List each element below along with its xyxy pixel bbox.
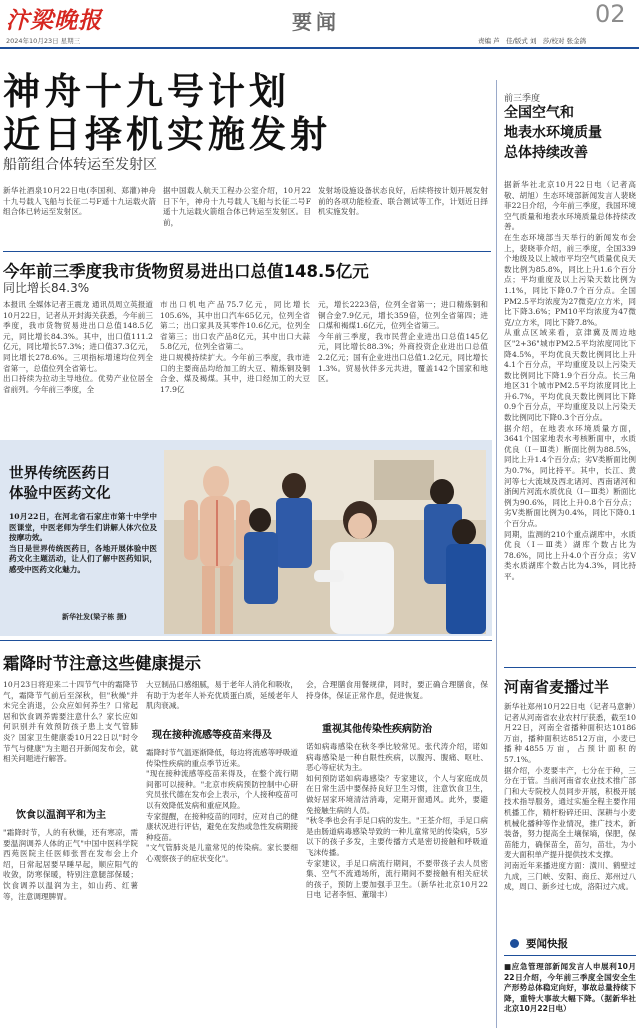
tcm-title-2: 体验中医药文化 — [9, 486, 111, 502]
brief-marker-icon — [510, 939, 519, 948]
trade-col-3: 元，增长2223倍，位列全省第一；进口精炼铜和铜合金7.9亿元，增长359倍，位列全省第四；进口煤和褐煤1.6亿元，位列全省第三。 今年前三季度，我市民营企业进出口总值145亿元，同比增长88.3%；外商投资企业进出口总值2.2亿元；国有企业进出口总值1.2亿元，同比增长1.3%。贸易伙伴多元共进，覆盖142个国家和地区。 — [318, 300, 488, 384]
health-subhead-3: 重视其他传染性疾病防治 — [322, 724, 432, 735]
health-col-2-body: 霜降时节气温逐渐降低，每边将流感等呼吸道传染性疾病的重点季节近来。 "现在接种流感等疫苗来得及，在整个流行期间都可以接种。"北京市疾病预防控制中心研究员张代德在发布会上表示，个人接种疫苗可以有效降低发病和重症风险。 专家提醒，在接种疫苗的同时，应对自己的健康状况进行评估，避免在发热或急性发病期接种疫苗。 "文气管肺炎是儿童常见的传染病。家长要细心观察孩子的症状变化"。 — [146, 748, 298, 863]
health-col-3-body: 诺如病毒感染在秋冬季比较常见。张代涛介绍，诺如病毒感染是一种自限性疾病，以腹泻、腹痛、呕吐、恶心等症状为主。 如何预防诺如病毒感染？专家建议，个人与家庭成员在日常生活中要保持良好卫生习惯，注意饮食卫生，做好居家环境清洁消毒，定期开窗通风。此外，要避免接触生病的人员。 "秋冬季也会有手足口病的发生。"王荃介绍，手足口病是由肠道病毒感染导致的一种儿童常见的传染病，5岁以下的孩子多发，主要传播方式是密切接触和呼吸道飞沫传播。 专家建议，手足口病流行期间，不要带孩子去人员密集、空气不流通场所，流行期间不要接触有相关症状的孩子，预防上要加强手卫生。（新华社北京10月22日电 记者李恒、董瑞丰） — [306, 742, 488, 900]
health-col-1-intro: 10月23日将迎来二十四节气中的霜降节气，霜降节气前后至深秋，但"秋燥"并未完全消退，公众应如何养生？口常起居和饮食调养需要注意什么？家长应如何识别并有效预防孩子患上支气管肺炎？国家卫生健康委10月22日以"时令节气与健康"为主题召开新闻发布会，就相关问题进行解答。 — [3, 680, 138, 764]
trade-col-1: 本报讯 全媒体记者王震龙 通讯员周立英报道 10月22日，记者从开封海关获悉，今年前三季度，我市货物贸易进出口总值148.5亿元，同比增长84.3%。其中，出口值111.2亿元，同比增长57.3%；进口值37.3亿元，同比增长278.6%。三项指标增速均位列全省第一，总值位列全省第七。 出口持续为拉动主导地位。优势产业位居全省前列。今年前三季度，全 — [3, 300, 153, 394]
section-title: 要闻 — [292, 10, 340, 34]
lead-headline-2: 近日择机实施发射 — [3, 113, 331, 156]
health-headline: 霜降时节注意这些健康提示 — [3, 654, 201, 673]
page-number: 02 — [595, 0, 626, 28]
health-subhead-1: 饮食以温润平和为主 — [16, 810, 106, 821]
tcm-credit: 新华社发(梁子栋 摄) — [62, 613, 127, 621]
health-subhead-2: 现在接种流感等疫苗来得及 — [152, 730, 272, 741]
date-line: 2024年10月23日 星期三 — [6, 37, 81, 45]
trade-headline: 今年前三季度我市货物贸易进出口总值148.5亿元 — [3, 262, 369, 281]
air-headline-1: 全国空气和 — [504, 105, 574, 121]
air-headline-2: 地表水环境质量 — [504, 125, 602, 141]
editors-line: 责编 芦 佳/版式 刘 莎/校对 张金鸽 — [478, 37, 587, 45]
lead-col-1: 新华社酒泉10月22日电(李国利、郑灌)神舟十九号载人飞船与长征二号F遥十九运载火箭组合体已转运至发射区。 — [3, 186, 156, 217]
tcm-photo — [164, 450, 486, 634]
brief-header — [504, 934, 636, 954]
right-column-divider — [496, 80, 497, 1028]
paper-logo: 汴梁晚报 — [6, 7, 102, 34]
air-bottom-rule — [504, 667, 636, 668]
health-col-1-body: "霜降时节，人的有秋燥，还有寒凉，需要温润调养人体的正气"中国中医科学院西苑医院主任医师张晋在发布会上介绍，日常起居要早睡早起，顺应阳气的收敛，防寒保暖，特别注意腿部保暖；饮食调养以温润为主，如山药、红薯等，注意调理脾胃。 — [3, 828, 138, 901]
masthead-rule — [0, 47, 639, 49]
lead-subtitle: 船箭组合体转运至发射区 — [3, 157, 157, 173]
health-col-2-intro: 大豆制品口感细腻，易于老年人消化和吸收，有助于为老年人补充优质蛋白质，延缓老年人肌肉衰减。 — [146, 680, 298, 711]
air-headline-3: 总体持续改善 — [504, 145, 588, 161]
tcm-title-1: 世界传统医药日 — [9, 466, 111, 482]
masthead — [0, 0, 639, 48]
brief-header-rule — [504, 955, 636, 956]
wheat-headline: 河南省麦播过半 — [504, 678, 610, 696]
lead-col-3: 发射场设施设备状态良好，后续将按计划开展发射前的各项功能检查、联合测试等工作，计划近日择机实施发射。 — [318, 186, 488, 217]
tcm-bottom-rule — [0, 640, 492, 641]
trade-col-2: 市出口机电产品75.7亿元，同比增长105.6%，其中出口汽车65亿元，位列全省第二；出口家具及其零件10.6亿元，位列全省第三；出口农产品8亿元，其中出口大蒜5.8亿元，位列全省第二。 进口规模持续扩大。今年前三季度，我市进口的主要商品均给加工的大豆、精炼铜及铜合金、煤及褐煤。其中，进口经加工的大豆17.9亿 — [160, 300, 310, 394]
wheat-body: 新华社郑州10月22日电（记者马意翀）记者从河南省农业农村厅获悉，截至10月22日，河南全省播种面积达10186万亩，播种面积达8512万亩，小麦已播种4855万亩，占预计面积的57.1%。 据介绍，小麦要丰产，七分在于种，三分在于管。当前河南省农业技术推广部门和大专院校人员同步开展，积极开展技术指导服务，通过实施全程主要作用机播工作，精杆粉碎还田、深耕与小麦机械化播种等作业情况，推广技术，新装备，努力提高全土壤保墒，保肥，保苗能力，确保苗全，苗匀，苗壮，为小麦大面积单产提升提供技术支撑。 河南近年来播进度方面：潢川、鹤壁过九成，三门峡、安阳、商丘、郑州过八成，周口、新乡过七成，洛阳过六成。 — [504, 702, 636, 892]
air-kicker: 前三季度 — [504, 94, 541, 104]
lead-headline-1: 神舟十九号计划 — [3, 70, 290, 113]
brief-body: ■应急管理部新闻发言人申展利10月22日介绍，今年前三季度全国安全生产形势总体稳定向好，事故总量持续下降，重特大事故大幅下降。（据新华社北京10月22日电） — [504, 962, 636, 1014]
brief-header-label: 要闻快报 — [526, 938, 568, 950]
trade-subtitle: 同比增长84.3% — [3, 281, 90, 295]
tcm-caption: 10月22日，在河北省石家庄市第十中学中医课堂，中医老师为学生们讲解人体穴位及按摩功效。 当日是世界传统医药日，各地开展体验中医药文化主题活动，让人们了解中医药知识，感受中医药文化魅力。 — [9, 512, 157, 574]
lead-col-2: 据中国载人航天工程办公室介绍，10月22日下午，神舟十九号载人飞船与长征二号F遥十九运载火箭组合体已转运至发射区。目前， — [163, 186, 311, 227]
air-body: 据新华社北京10月22日电（记者高敬、胡旭）生态环境部新闻发言人裴晓菲22日介绍，今年前三季度，我国环境空气质量和地表水环境质量总体持续改善。 在生态环境部当天举行的新闻发布会上，裴晓菲介绍，前三季度，全国339个地级及以上城市平均空气质量优良天数比例为85.8%，同比上升1.6个百分点；平均重度及以上污染天数比例为1.1%，同比下降0.7个百分点。全国PM2.5平均浓度为27微克/立方米，同比下降3.6%；PM10平均浓度为47微克/立方米，同比下降7.8%。 从重点区域来看，京津冀及周边地区"2+36"城市PM2.5平均浓度同比下降4.5%，平均优良天数比例同比上升4.1个百分点，平均重度及以上污染天数比例同比下降1.9个百分点。长三角地区31个城市PM2.5平均浓度同比上升6.7%，平均优良天数比例同比下降0.9个百分点，平均重度及以上污染天数比例同比下降0.3个百分点。 据介绍，在地表水环境质量方面，3641个国家地表水考核断面中，水质优良（Ⅰ－Ⅲ类）断面比例为88.5%，同比上升1.4个百分点；劣Ⅴ类断面比例为0.7%，同比持平。其中，长江、黄河等七大流域及西北诸河、西南诸河和浙闽片河流水质优良（Ⅰ－Ⅲ类）断面比例为90.6%，同比上升0.8个百分点；劣Ⅴ类断面比例为0.4%，同比下降0.1个百分点。 同期，监测的210个重点湖库中，水质优良（Ⅰ－Ⅲ类）湖库个数占比为78.6%，同比上升4.0个百分点；劣Ⅴ类水质湖库个数占比为4.3%，同比持平。 — [504, 180, 636, 581]
tcm-photo-illustration — [164, 450, 486, 634]
lead-bottom-rule — [3, 251, 491, 252]
health-col-3-intro: 会，合理膳食用餐规律，同时，要正确合理膳食，保持身体，保证正常作息，促进恢复。 — [306, 680, 488, 700]
